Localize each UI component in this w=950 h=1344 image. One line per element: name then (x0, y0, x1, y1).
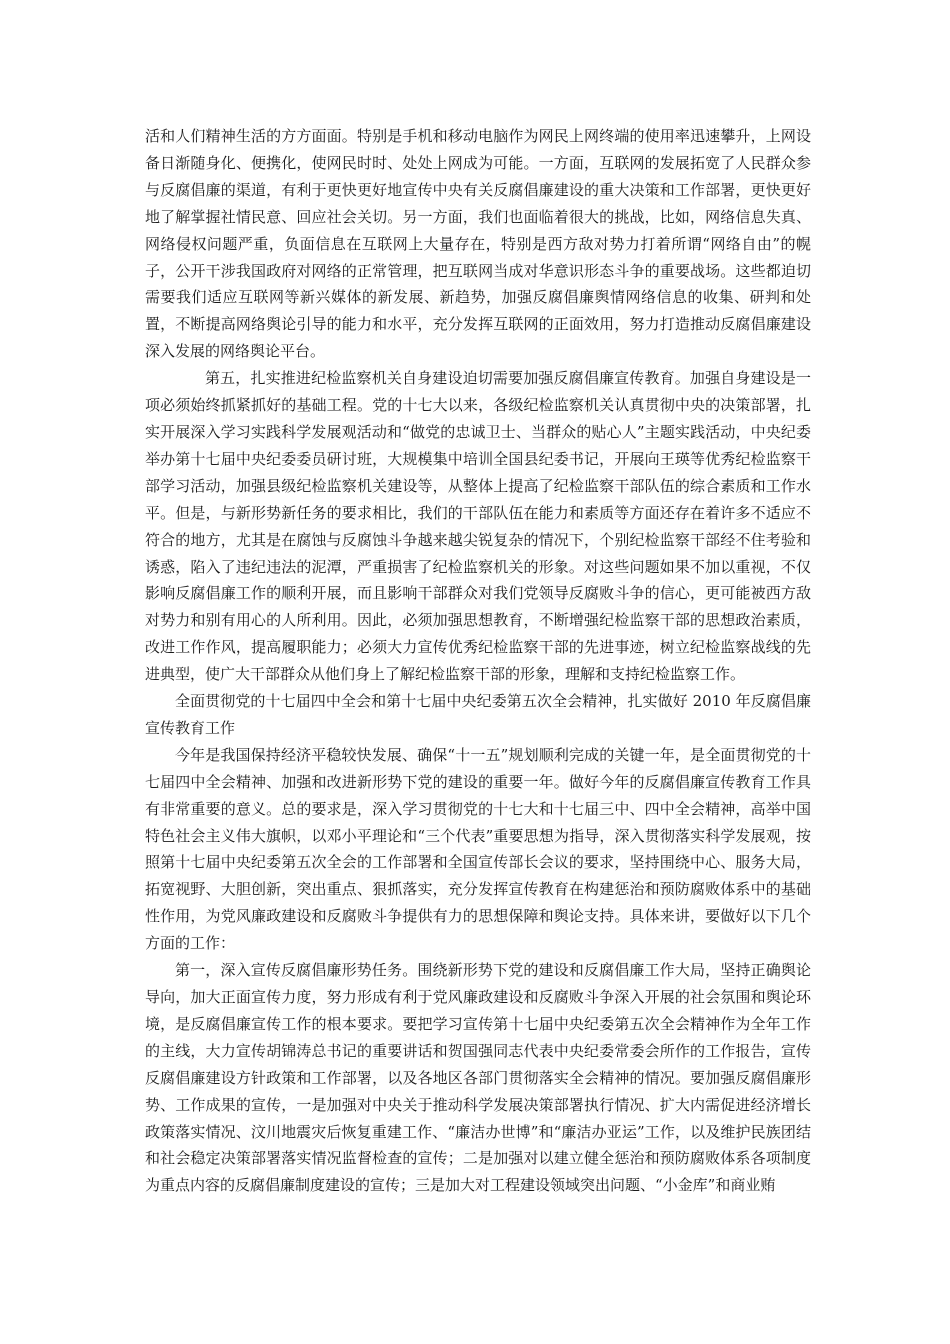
paragraph-fifth: 第五，扎实推进纪检监察机关自身建设迫切需要加强反腐倡廉宣传教育。加强自身建设是一项必须始终抓紧抓好的基础工程。党的十七大以来，各级纪检监察机关认真贯彻中央的决策部署，扎实开展深入学习实践科学发展观活动和“做党的忠诚卫士、当群众的贴心人”主题实践活动，中央纪委举办第十七届中央纪委委员研讨班，大规模集中培训全国县纪委书记，开展向王瑛等优秀纪检监察干部学习活动，加强县级纪检监察机关建设等，从整体上提高了纪检监察干部队伍的综合素质和工作水平。但是，与新形势新任务的要求相比，我们的干部队伍在能力和素质等方面还存在着许多不适应不符合的地方，尤其是在腐蚀与反腐蚀斗争越来越尖锐复杂的情况下，个别纪检监察干部经不住考验和诱惑，陷入了违纪违法的泥潭，严重损害了纪检监察机关的形象。对这些问题如果不加以重视，不仅影响反腐倡廉工作的顺利开展，而且影响干部群众对我们党领导反腐败斗争的信心，更可能被西方敌对势力和别有用心的人所利用。因此，必须加强思想教育，不断增强纪检监察干部的思想政治素质，改进工作作风，提高履职能力；必须大力宣传优秀纪检监察干部的先进事迹，树立纪检监察战线的先进典型，使广大干部群众从他们身上了解纪检监察干部的形象，理解和支持纪检监察工作。 (145, 369, 811, 684)
paragraph-first: 第一，深入宣传反腐倡廉形势任务。围绕新形势下党的建设和反腐倡廉工作大局，坚持正确舆论导向，加大正面宣传力度，努力形成有利于党风廉政建设和反腐败斗争深入开展的社会氛围和舆论环境，是反腐倡廉宣传工作的根本要求。要把学习宣传第十七届中央纪委第五次全会精神作为全年工作的主线，大力宣传胡锦涛总书记的重要讲话和贺国强同志代表中央纪委常委会所作的工作报告，宣传反腐倡廉建设方针政策和工作部署，以及各地区各部门贯彻落实全会精神的情况。要加强反腐倡廉形势、工作成果的宣传，一是加强对中央关于推动科学发展决策部署执行情况、扩大内需促进经济增长政策落实情况、汶川地震灾后恢复重建工作、“廉洁办世博”和“廉洁办亚运”工作，以及维护民族团结和社会稳定决策部署落实情况监督检查的宣传；二是加强对以建立健全惩治和预防腐败体系各项制度为重点内容的反腐倡廉制度建设的宣传；三是加大对工程建设领域突出问题、“小金库”和商业贿 (145, 961, 811, 1195)
section-heading: 全面贯彻党的十七届四中全会和第十七届中央纪委第五次全会精神，扎实做好 2010 年反腐倡廉宣传教育工作 (145, 692, 811, 737)
paragraph-internet: 活和人们精神生活的方方面面。特别是手机和移动电脑作为网民上网终端的使用率迅速攀升，上网设备日渐随身化、便携化，使网民时时、处处上网成为可能。一方面，互联网的发展拓宽了人民群众参与反腐倡廉的渠道，有利于更快更好地宣传中央有关反腐倡廉建设的重大决策和工作部署，更快更好地了解掌握社情民意、回应社会关切。另一方面，我们也面临着很大的挑战，比如，网络信息失真、网络侵权问题严重，负面信息在互联网上大量存在，特别是西方敌对势力打着所谓“网络自由”的幌子，公开干涉我国政府对网络的正常管理，把互联网当成对华意识形态斗争的重要战场。这些都迫切需要我们适应互联网等新兴媒体的新发展、新趋势，加强反腐倡廉舆情网络信息的收集、研判和处置，不断提高网络舆论引导的能力和水平，充分发挥互联网的正面效用，努力打造推动反腐倡廉建设深入发展的网络舆论平台。 (145, 127, 811, 361)
paragraph-this-year: 今年是我国保持经济平稳较快发展、确保“十一五”规划顺利完成的关键一年，是全面贯彻党的十七届四中全会精神、加强和改进新形势下党的建设的重要一年。做好今年的反腐倡廉宣传教育工作具有非常重要的意义。总的要求是，深入学习贯彻党的十七大和十七届三中、四中全会精神，高举中国特色社会主义伟大旗帜，以邓小平理论和“三个代表”重要思想为指导，深入贯彻落实科学发展观，按照第十七届中央纪委第五次全会的工作部署和全国宣传部长会议的要求，坚持围绕中心、服务大局，拓宽视野、大胆创新，突出重点、狠抓落实，充分发挥宣传教育在构建惩治和预防腐败体系中的基础性作用，为党风廉政建设和反腐败斗争提供有力的思想保障和舆论支持。具体来讲，要做好以下几个方面的工作： (145, 745, 811, 953)
document-body (145, 123, 811, 1199)
